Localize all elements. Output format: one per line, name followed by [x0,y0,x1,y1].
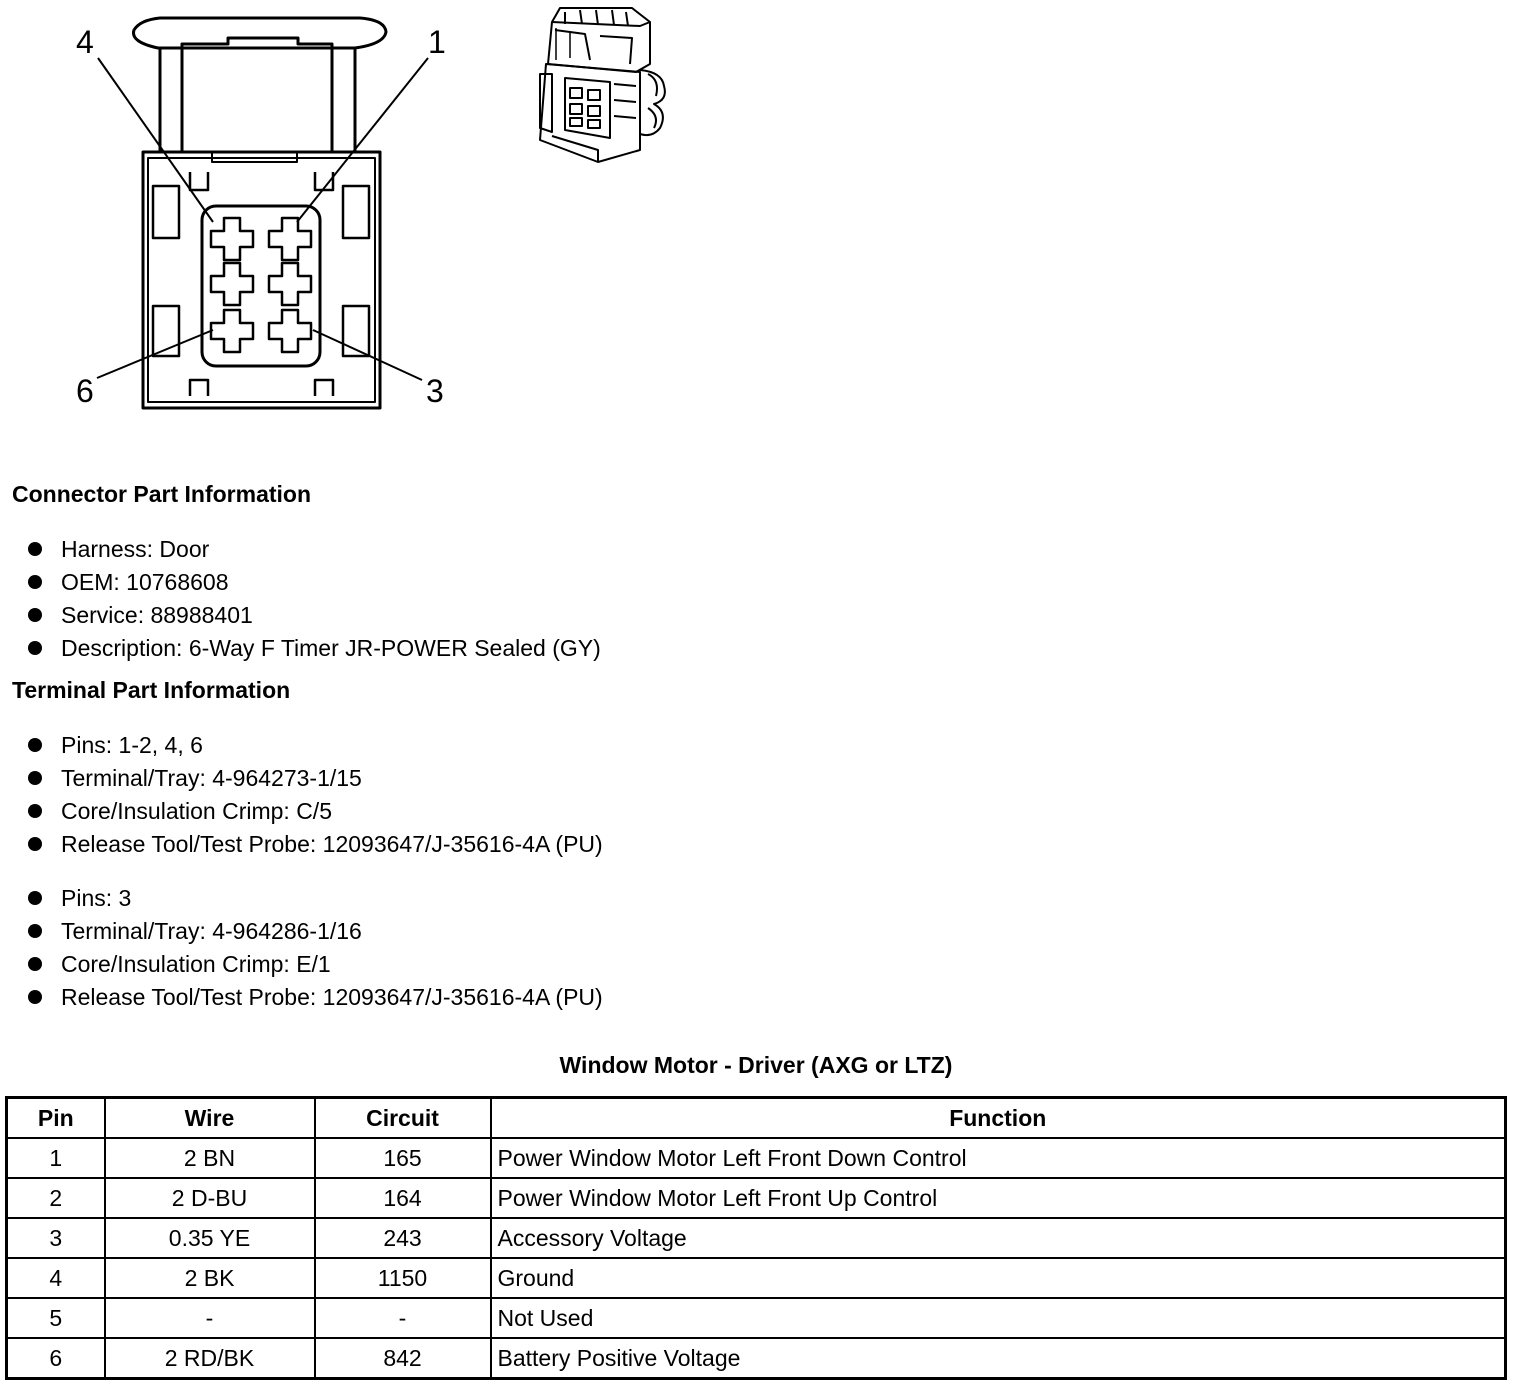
bullet-icon [28,738,42,752]
wire-cell: 2 BK [105,1258,315,1298]
table-row [7,1338,1506,1379]
circuit-cell: 842 [315,1338,491,1379]
column-header-pin: Pin [7,1098,105,1139]
list-item: OEM: 10768608 [28,566,601,599]
table-row [7,1258,1506,1298]
function-cell: Not Used [491,1298,1506,1338]
table-row [7,1138,1506,1178]
column-header-wire: Wire [105,1098,315,1139]
wire-cell: 2 BN [105,1138,315,1178]
terminal-part-info-list-1 [28,729,603,861]
table-header-row [7,1098,1506,1139]
table-row [7,1218,1506,1258]
wire-cell: 2 D-BU [105,1178,315,1218]
list-item: Harness: Door [28,533,601,566]
pin-callout-6: 6 [76,373,94,409]
list-item: Description: 6-Way F Timer JR-POWER Sealed (GY) [28,632,601,665]
list-item: Release Tool/Test Probe: 12093647/J-35616-4A (PU) [28,981,603,1014]
list-item: Core/Insulation Crimp: E/1 [28,948,603,981]
wire-cell: 0.35 YE [105,1218,315,1258]
function-cell: Ground [491,1258,1506,1298]
circuit-cell: 165 [315,1138,491,1178]
function-cell: Power Window Motor Left Front Down Control [491,1138,1506,1178]
list-item: Core/Insulation Crimp: C/5 [28,795,603,828]
pin-cell: 2 [7,1178,105,1218]
pin-callout-4: 4 [76,24,94,60]
table-row [7,1178,1506,1218]
bullet-icon [28,891,42,905]
pin-function-table [5,1096,1507,1380]
list-item: Terminal/Tray: 4-964286-1/16 [28,915,603,948]
bullet-icon [28,575,42,589]
connector-latch [134,18,387,48]
function-cell: Power Window Motor Left Front Up Control [491,1178,1506,1218]
list-item: Pins: 1-2, 4, 6 [28,729,603,762]
bullet-icon [28,837,42,851]
pin-callout-1: 1 [428,24,446,60]
bullet-icon [28,542,42,556]
list-item: Terminal/Tray: 4-964273-1/15 [28,762,603,795]
column-header-circuit: Circuit [315,1098,491,1139]
bullet-icon [28,771,42,785]
function-cell: Accessory Voltage [491,1218,1506,1258]
circuit-cell: - [315,1298,491,1338]
circuit-cell: 243 [315,1218,491,1258]
list-item: Pins: 3 [28,882,603,915]
list-item: Release Tool/Test Probe: 12093647/J-35616-4A (PU) [28,828,603,861]
connector-isometric-view [540,8,665,162]
pin-cell: 5 [7,1298,105,1338]
bullet-icon [28,924,42,938]
pin-cell: 1 [7,1138,105,1178]
wire-cell: 2 RD/BK [105,1338,315,1379]
table-row [7,1298,1506,1338]
bullet-icon [28,804,42,818]
pin-cell: 3 [7,1218,105,1258]
bullet-icon [28,990,42,1004]
function-cell: Battery Positive Voltage [491,1338,1506,1379]
connector-part-info-list [28,533,601,665]
bullet-icon [28,957,42,971]
column-header-function: Function [491,1098,1506,1139]
terminal-part-info-list-2 [28,882,603,1014]
pin-cell: 4 [7,1258,105,1298]
connector-diagram [0,0,720,440]
table-title: Window Motor - Driver (AXG or LTZ) [559,1052,953,1078]
terminal-part-info-heading: Terminal Part Information [12,677,291,703]
list-item: Service: 88988401 [28,599,601,632]
bullet-icon [28,641,42,655]
bullet-icon [28,608,42,622]
pin-callout-3: 3 [426,373,444,409]
pin-cavities [211,218,311,352]
circuit-cell: 164 [315,1178,491,1218]
circuit-cell: 1150 [315,1258,491,1298]
wire-cell: - [105,1298,315,1338]
pin-cell: 6 [7,1338,105,1379]
connector-part-info-heading: Connector Part Information [12,481,312,507]
